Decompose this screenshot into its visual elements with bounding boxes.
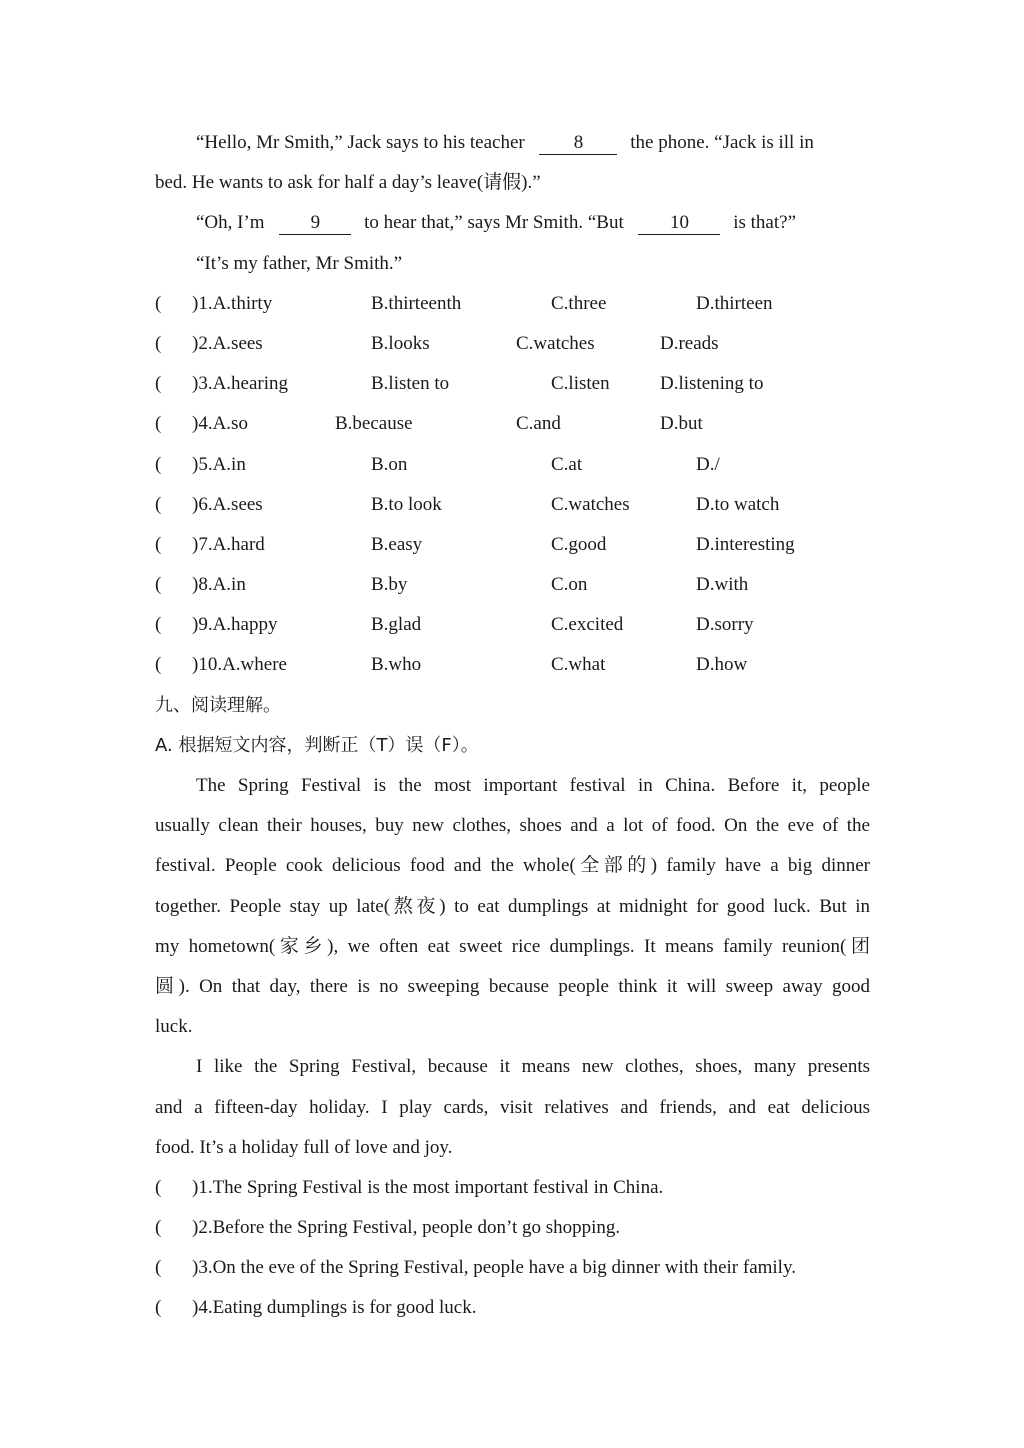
question-number-text: )6.: [192, 493, 213, 515]
option-c: C.at: [551, 453, 583, 475]
option-b: B.because: [335, 413, 413, 435]
option-d: D.to watch: [696, 493, 780, 515]
question-row: [155, 284, 870, 324]
option-a: A.hearing: [212, 373, 289, 395]
answer-paren[interactable]: (: [155, 1297, 162, 1319]
cloze-line-3: [155, 203, 870, 243]
question-number: [192, 485, 263, 525]
tf-question-row: [155, 1248, 870, 1288]
option-c: C.and: [516, 413, 561, 435]
question-row: [155, 364, 870, 404]
answer-paren[interactable]: (: [155, 332, 162, 354]
question-row: [155, 605, 870, 645]
answer-paren[interactable]: (: [155, 493, 162, 515]
option-d: D.how: [696, 654, 748, 676]
option-d: D.reads: [660, 332, 719, 354]
cloze-line-4: [155, 244, 870, 284]
paragraph-line: usually clean their houses, buy new clothes, shoes and a lot of food. On the eve of the: [155, 815, 870, 837]
question-number-text: )1.: [192, 292, 213, 314]
tf-question-row: [155, 1208, 870, 1248]
question-number: [192, 645, 287, 685]
paragraph-line: and a fifteen-day holiday. I play cards, visit relatives and friends, and eat delicious: [155, 1096, 870, 1118]
true-false-questions: [155, 1168, 870, 1329]
cloze-line-1: [155, 123, 870, 163]
tf-question-row: [155, 1288, 870, 1328]
paragraph-line: festival. People cook delicious food and the whole(全部的) family have a big dinner: [155, 855, 870, 877]
question-row: [155, 645, 870, 685]
option-c: C.watches: [516, 332, 595, 354]
tf-question-text: )1.The Spring Festival is the most important festival in China.: [192, 1176, 664, 1198]
option-b: B.glad: [371, 614, 422, 636]
answer-paren[interactable]: (: [155, 373, 162, 395]
answer-paren[interactable]: (: [155, 1257, 162, 1279]
reading-paragraph-1: [155, 766, 870, 1047]
option-b: B.by: [371, 574, 408, 596]
option-c: C.three: [551, 292, 607, 314]
option-d: D.with: [696, 574, 749, 596]
option-b: B.easy: [371, 533, 423, 555]
question-number: [192, 605, 277, 645]
option-c: C.excited: [551, 614, 624, 636]
question-row: [155, 565, 870, 605]
cloze-text: “Oh, I’m: [196, 212, 265, 234]
option-d: D.interesting: [696, 533, 795, 555]
question-number-text: )9.: [192, 614, 213, 636]
question-number: [192, 565, 246, 605]
option-c: C.on: [551, 574, 588, 596]
question-number: [192, 445, 246, 485]
option-b: B.to look: [371, 493, 442, 515]
paragraph-line: 圆). On that day, there is no sweeping because people think it will sweep away good: [155, 975, 870, 997]
paragraph-line: together. People stay up late(熬夜) to eat dumplings at midnight for good luck. But in: [155, 895, 870, 917]
answer-paren[interactable]: (: [155, 574, 162, 596]
question-number: [192, 525, 265, 565]
question-number: [192, 284, 272, 324]
answer-paren[interactable]: (: [155, 533, 162, 555]
option-a: A.sees: [212, 493, 263, 515]
answer-paren[interactable]: (: [155, 1176, 162, 1198]
option-b: B.who: [371, 654, 422, 676]
answer-paren[interactable]: (: [155, 614, 162, 636]
cloze-text: “Hello, Mr Smith,” Jack says to his teacher: [196, 132, 525, 153]
option-b: B.listen to: [371, 373, 450, 395]
question-number-text: )4.: [192, 413, 213, 435]
option-d: D.sorry: [696, 614, 754, 636]
question-row: [155, 404, 870, 444]
question-number: [192, 364, 288, 404]
answer-paren[interactable]: (: [155, 292, 162, 314]
option-a: A.in: [212, 453, 246, 475]
answer-paren[interactable]: (: [155, 453, 162, 475]
section-heading: 九、阅读理解。: [155, 694, 281, 716]
option-a: A.so: [212, 413, 248, 435]
question-row: [155, 324, 870, 364]
paragraph-line: my hometown(家乡), we often eat sweet rice dumplings. It means family reunion(团: [155, 935, 870, 957]
cloze-text: “It’s my father, Mr Smith.”: [196, 252, 403, 274]
option-b: B.thirteenth: [371, 292, 462, 314]
answer-paren[interactable]: (: [155, 1217, 162, 1239]
option-a: A.thirty: [212, 292, 273, 314]
paragraph-line: The Spring Festival is the most important festival in China. Before it, people: [196, 775, 870, 796]
option-a: A.sees: [212, 332, 263, 354]
cloze-text: to hear that,” says Mr Smith. “But: [364, 212, 624, 234]
option-b: B.looks: [371, 332, 430, 354]
option-d: D./: [696, 453, 720, 475]
question-row: [155, 525, 870, 565]
question-number-text: )10.: [192, 654, 223, 676]
option-a: A.where: [222, 654, 287, 676]
tf-question-text: )4.Eating dumplings is for good luck.: [192, 1297, 477, 1319]
question-number-text: )7.: [192, 533, 213, 555]
question-number-text: )3.: [192, 373, 213, 395]
reading-paragraph-2: [155, 1047, 870, 1168]
tf-question-text: )3.On the eve of the Spring Festival, people have a big dinner with their family.: [192, 1257, 796, 1279]
option-c: C.watches: [551, 493, 630, 515]
option-a: A.happy: [212, 614, 278, 636]
option-d: D.listening to: [660, 373, 764, 395]
option-b: B.on: [371, 453, 408, 475]
question-number: [192, 404, 248, 444]
answer-blank-8: 8: [539, 132, 617, 155]
answer-blank-10: 10: [638, 212, 720, 235]
question-row: [155, 445, 870, 485]
cloze-line-2: [155, 163, 870, 203]
question-number-text: )2.: [192, 332, 213, 354]
option-c: C.what: [551, 654, 606, 676]
answer-paren[interactable]: (: [155, 413, 162, 435]
option-a: A.hard: [212, 533, 265, 555]
answer-paren[interactable]: (: [155, 654, 162, 676]
paragraph-line: luck.: [155, 1016, 193, 1038]
paragraph-line: I like the Spring Festival, because it means new clothes, shoes, many presents: [196, 1056, 870, 1078]
answer-blank-9: 9: [279, 212, 351, 235]
question-number-text: )8.: [192, 574, 213, 596]
cloze-text: is that?”: [733, 212, 797, 234]
option-d: D.thirteen: [696, 292, 773, 314]
cloze-text: the phone. “Jack is ill in: [630, 132, 814, 153]
part-a-instruction: A. 根据短文内容，判断正（T）误（F）。: [155, 734, 479, 756]
option-c: C.good: [551, 533, 607, 555]
worksheet-page: [155, 123, 870, 1329]
paragraph-line: food. It’s a holiday full of love and joy.: [155, 1136, 453, 1158]
option-a: A.in: [212, 574, 246, 596]
option-c: C.listen: [551, 373, 610, 395]
cloze-text: bed. He wants to ask for half a day’s leave(请假).”: [155, 172, 541, 194]
question-row: [155, 485, 870, 525]
option-d: D.but: [660, 413, 703, 435]
question-number-text: )5.: [192, 453, 213, 475]
tf-question-row: [155, 1168, 870, 1208]
question-number: [192, 324, 263, 364]
tf-question-text: )2.Before the Spring Festival, people don’t go shopping.: [192, 1217, 621, 1239]
